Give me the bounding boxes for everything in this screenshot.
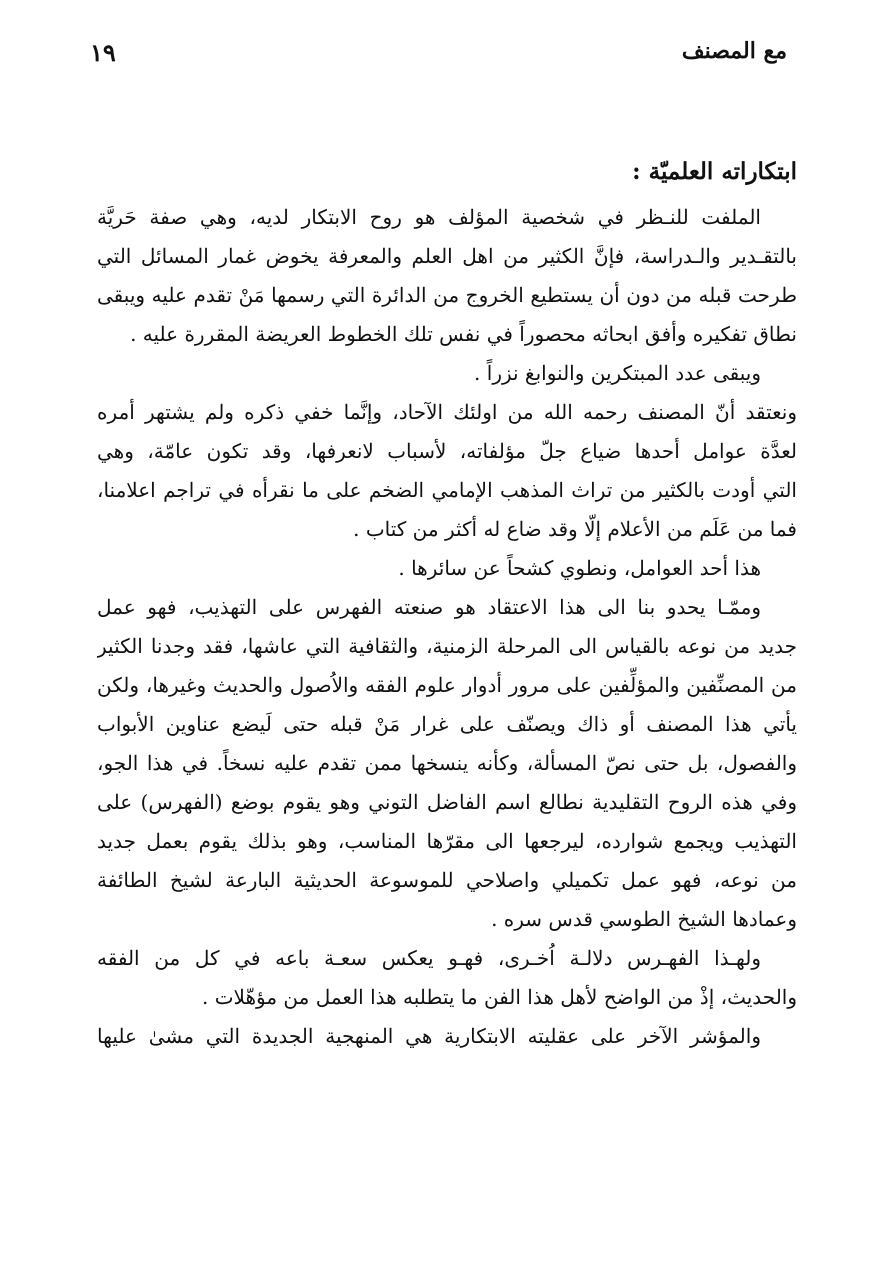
- running-title: مع المصنف: [681, 38, 787, 64]
- text-line: طرحت قبله من دون أن يستطيع الخروج من الدائرة التي رسمها مَنْ تقدم عليه ويبقى: [97, 283, 797, 307]
- text-line: من نوعه، فهو عمل تكميلي واصلاحي للموسوعة الحديثية البارعة لشيخ الطائفة: [97, 868, 797, 892]
- text-line: ويبقى عدد المبتكرين والنوابغ نزراً .: [474, 361, 761, 385]
- page-number: ١٩: [90, 38, 116, 67]
- text-line: الملفت للنـظر في شخصية المؤلف هو روح الابتكار لديه، وهي صفة حَريَّة: [97, 205, 761, 229]
- text-line: بالتقـدير والـدراسة، فإنَّ الكثير من اهل العلم والمعرفة يخوض غمار المسائل التي: [97, 244, 797, 268]
- text-line: وممّـا يحدو بنا الى هذا الاعتقاد هو صنعته الفهرس على التهذيب، فهو عمل: [97, 595, 761, 619]
- text-line: وفي هذه الروح التقليدية نطالع اسم الفاضل التوني وهو يقوم بوضع (الفهرس) على: [97, 790, 797, 814]
- running-header: [90, 38, 787, 78]
- text-line: لعدَّة عوامل أحدها ضياع جلّ مؤلفاته، لأسباب لانعرفها، وقد تكون عامّة، وهي: [97, 439, 797, 463]
- text-line: ولهـذا الفهـرس دلالـة اُخـرى، فهـو يعكس سعـة باعه في كل من الفقه: [97, 946, 761, 970]
- text-line: التي أودت بالكثير من تراث المذهب الإمامي الضخم على ما نقرأه في تراجم اعلامنا،: [97, 478, 797, 502]
- text-line: وعمادها الشيخ الطوسي قدس سره .: [491, 907, 797, 931]
- text-line: من المصنِّفين والمؤلِّفين على مرور أدوار علوم الفقه والاُصول والحديث وغيرها، ولكن: [97, 673, 797, 697]
- section-heading: ابتكاراته العلميّة :: [632, 158, 797, 185]
- page-body: [97, 150, 797, 1056]
- text-line: نطاق تفكيره وأفق ابحاثه محصوراً في نفس تلك الخطوط العريضة المقررة عليه .: [130, 322, 797, 346]
- body-text: [97, 198, 797, 1056]
- text-line: يأتي هذا المصنف أو ذاك ويصنّف على غرار مَنْ قبله حتى لَيضع عناوين الأبواب: [97, 712, 797, 736]
- text-line: ونعتقد أنّ المصنف رحمه الله من اولئك الآحاد، وإنَّما خفي ذكره ولم يشتهر أمره: [97, 400, 797, 424]
- text-line: والفصول، بل حتى نصّ المسألة، وكأنه ينسخها ممن تقدم عليه نسخاً. في هذا الجو،: [97, 751, 797, 775]
- text-line: جديد من نوعه بالقياس الى المرحلة الزمنية، والثقافية التي عاشها، فقد وجدنا الكثير: [97, 634, 797, 658]
- text-line: التهذيب ويجمع شوارده، ليرجعها الى مقرّها المناسب، وهو بذلك يقوم بعمل جديد: [97, 829, 797, 853]
- text-line: فما من عَلَم من الأعلام إلّا وقد ضاع له أكثر من كتاب .: [353, 517, 797, 541]
- text-line: هذا أحد العوامل، ونطوي كشحاً عن سائرها .: [398, 556, 761, 580]
- text-line: والحديث، إذْ من الواضح لأهل هذا الفن ما يتطلبه هذا العمل من مؤهّلات .: [202, 985, 797, 1009]
- text-line: والمؤشر الآخر على عقليته الابتكارية هي المنهجية الجديدة التي مشىٰ عليها: [97, 1024, 761, 1048]
